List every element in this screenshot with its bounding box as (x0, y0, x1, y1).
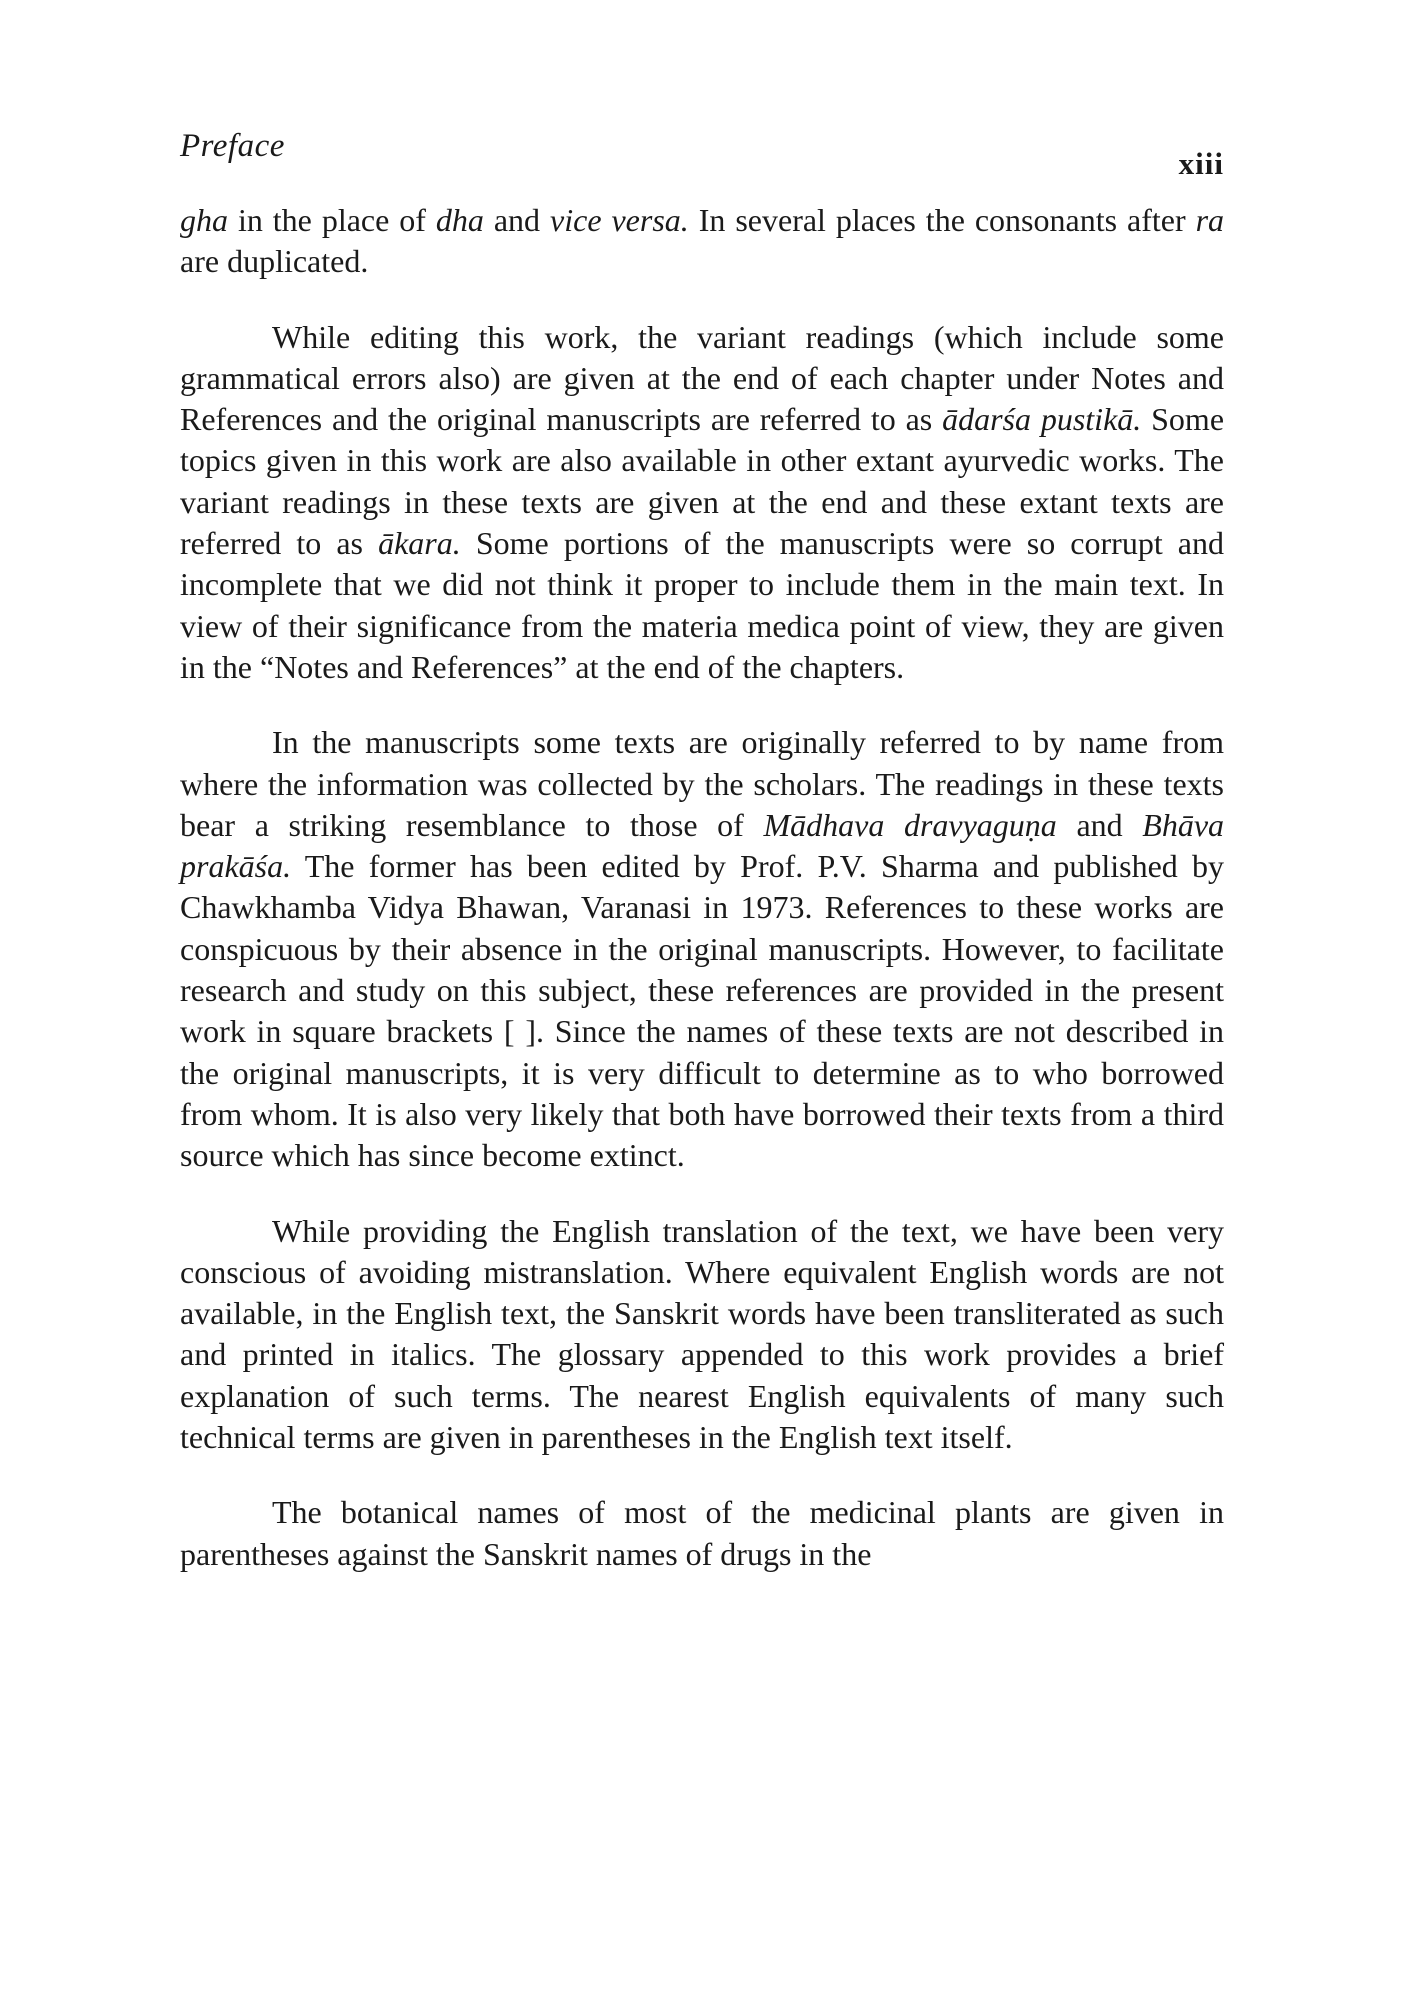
text-segment: Some portions of the manuscripts were so corrupt and incomplete that we did not think it proper to include them in the main text. In view of their significance from the materia medica point of view, they are given in the “Notes and References” at the end of the chapters. (180, 525, 1225, 685)
text-segment: The former has been edited by Prof. P.V. Sharma and published by Chawkhamba Vidya Bhawan, Varanasi in 1973. References to these works are conspicuous by their absence in the original manuscripts. However, to facilitate research and study on this subject, these references are provided in the present work in square brackets [ ]. Since the names of these texts are not described in the original manuscripts, it is very difficult to determine as to who borrowed from whom. It is also very likely that both have borrowed their texts from a third source which has since become extinct. (180, 848, 1224, 1174)
italic-text-segment: ādarśa pustikā. (942, 401, 1142, 438)
paragraph-manuscript-sources (180, 722, 1224, 1176)
page-number: xiii (1178, 146, 1224, 181)
italic-text-segment: Mādhava dravyaguṇa (763, 806, 1057, 843)
italic-text-segment: vice versa. (550, 202, 689, 238)
paragraph-botanical-names (180, 1492, 1224, 1575)
text-segment: and (483, 202, 551, 238)
text-segment: in the place of (228, 202, 436, 238)
italic-text-segment: ākara. (378, 525, 461, 562)
text-segment: are duplicated. (180, 243, 369, 280)
italic-text-segment: ra (1195, 202, 1225, 238)
italic-text-segment: dha (435, 202, 484, 238)
italic-text-segment: Bhāva prakāśa. (180, 806, 1225, 885)
text-segment: and (1056, 806, 1143, 843)
running-head (180, 128, 1224, 181)
body-text (180, 200, 1224, 1575)
text-segment: The botanical names of most of the medicinal plants are given in parentheses against the Sanskrit names of drugs in the (180, 1494, 1224, 1572)
running-title: Preface (180, 128, 285, 164)
text-segment: Some topics given in this work are also available in other extant ayurvedic works. The variant readings in these texts are given at the end and these extant texts are referred to as (180, 401, 1225, 562)
italic-text-segment: gha (180, 202, 228, 238)
text-segment: In several places the consonants after (688, 202, 1196, 238)
text-segment: While providing the English translation of the text, we have been very conscious of avoiding mistranslation. Where equivalent English words are not available, in the English text, the Sanskrit words have been transliterated as such and printed in italics. The glossary appended to this work provides a brief explanation of such terms. The nearest English equivalents of many such technical terms are given in parentheses in the English text itself. (180, 1212, 1224, 1456)
text-segment: In the manuscripts some texts are originally referred to by name from where the information was collected by the scholars. The readings in these texts bear a striking resemblance to those of (180, 724, 1224, 843)
paragraph-variant-readings (180, 317, 1224, 689)
paragraph-english-translation (180, 1211, 1224, 1459)
text-segment: While editing this work, the variant readings (which include some grammatical errors also) are given at the end of each chapter under Notes and References and the original manuscripts are referred to as (180, 318, 1224, 438)
paragraph-continuation (180, 200, 1224, 283)
